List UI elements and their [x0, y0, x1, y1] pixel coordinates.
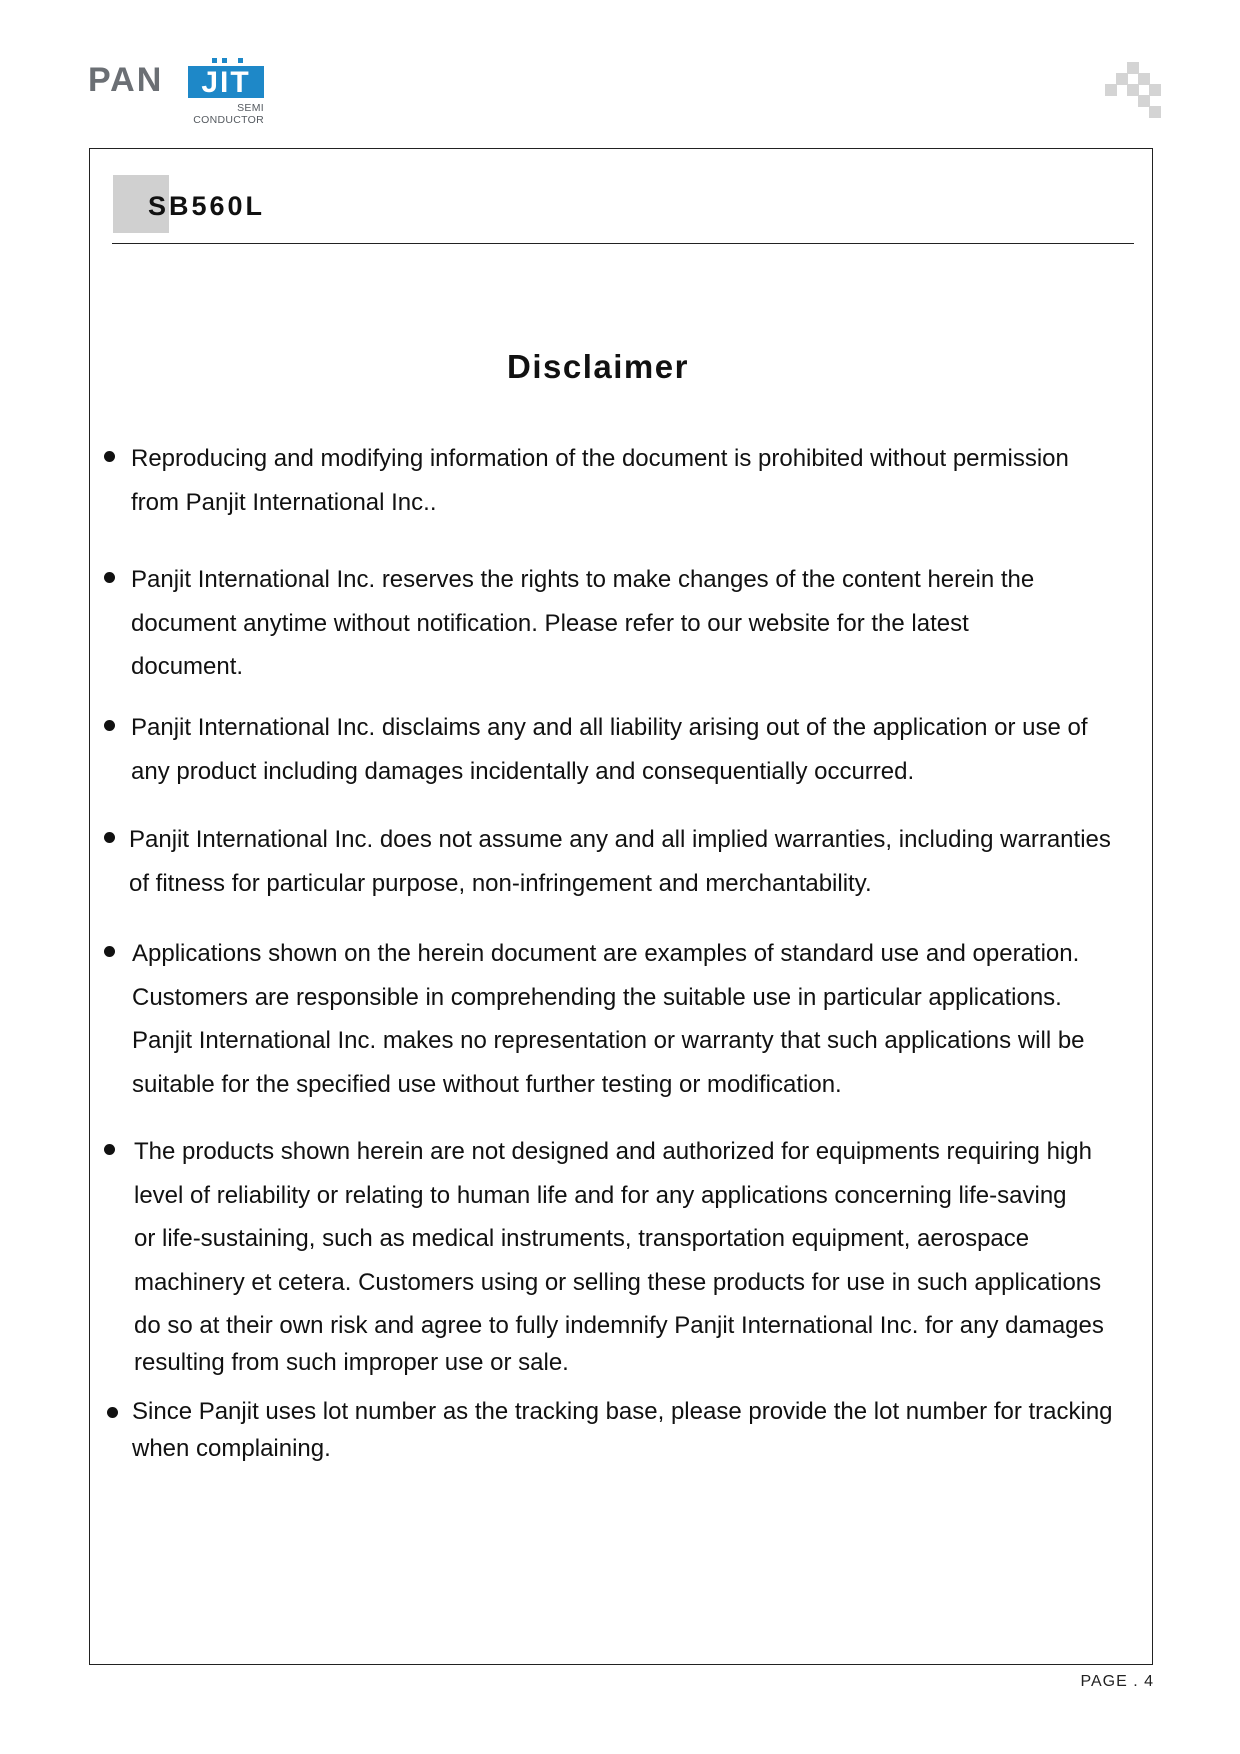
bullet-icon — [104, 720, 115, 731]
bullet-icon — [104, 451, 115, 462]
text-line: do so at their own risk and agree to fully indemnify Panjit International Inc. for any damages — [134, 1312, 1104, 1339]
logo-subtitle-line1: SEMI — [237, 102, 264, 114]
text-line: resulting from such improper use or sale. — [134, 1348, 569, 1376]
text-line: of fitness for particular purpose, non-infringement and merchantability. — [129, 869, 872, 897]
logo-brand-left: PAN — [88, 61, 164, 99]
text-line: level of reliability or relating to human life and for any applications concerning life-saving — [134, 1181, 1067, 1209]
text-line: any product including damages incidentally and consequentially occurred. — [131, 757, 915, 785]
text-line: Applications shown on the herein document are examples of standard use and operation. — [132, 940, 1080, 967]
disclaimer-text — [132, 932, 1154, 1106]
text-line: suitable for the specified use without further testing or modification. — [132, 1070, 842, 1098]
title-divider — [112, 243, 1134, 244]
disclaimer-text — [129, 818, 1151, 905]
disclaimer-text — [131, 437, 1153, 524]
bullet-icon — [104, 946, 115, 957]
page-number: PAGE . 4 — [1080, 1673, 1154, 1690]
bullet-icon — [104, 832, 115, 843]
text-line: or life-sustaining, such as medical instruments, transportation equipment, aerospace — [134, 1225, 1030, 1252]
text-line: Since Panjit uses lot number as the tracking base, please provide the lot number for tracking — [132, 1398, 1113, 1425]
text-line: Panjit International Inc. makes no representation or warranty that such applications will be — [132, 1027, 1085, 1054]
text-line: Panjit International Inc. reserves the rights to make changes of the content herein the — [131, 566, 1035, 593]
text-line: document anytime without notification. Please refer to our website for the latest — [131, 609, 969, 637]
bullet-icon — [104, 1144, 115, 1155]
disclaimer-text — [132, 1393, 1154, 1467]
text-line: from Panjit International Inc.. — [131, 488, 437, 516]
company-logo — [88, 58, 268, 130]
text-line: Customers are responsible in comprehending the suitable use in particular applications. — [132, 983, 1062, 1011]
disclaimer-text — [131, 558, 1153, 689]
text-line: The products shown herein are not designed and authorized for equipments requiring high — [134, 1138, 1092, 1165]
logo-brand-box — [188, 66, 264, 98]
logo-dots — [206, 58, 246, 64]
logo-brand-right: JIT — [201, 66, 251, 99]
logo-subtitle-line2: CONDUCTOR — [193, 114, 264, 126]
text-line: Reproducing and modifying information of the document is prohibited without permission — [131, 445, 1069, 472]
text-line: Panjit International Inc. disclaims any and all liability arising out of the application or use of — [131, 714, 1088, 741]
text-line: Panjit International Inc. does not assume any and all implied warranties, including warranties — [129, 826, 1111, 853]
text-line: when complaining. — [132, 1435, 331, 1462]
text-line: document. — [131, 653, 244, 680]
disclaimer-text — [131, 706, 1153, 793]
logo-subtitle — [193, 102, 264, 126]
checker-pattern-icon — [1105, 62, 1161, 118]
part-number-title: SB560L — [148, 191, 266, 221]
text-line: machinery et cetera. Customers using or selling these products for use in such applications — [134, 1268, 1102, 1296]
bullet-icon — [104, 572, 115, 583]
disclaimer-text — [134, 1130, 1156, 1378]
section-heading: Disclaimer — [507, 348, 689, 385]
bullet-icon — [107, 1407, 118, 1418]
